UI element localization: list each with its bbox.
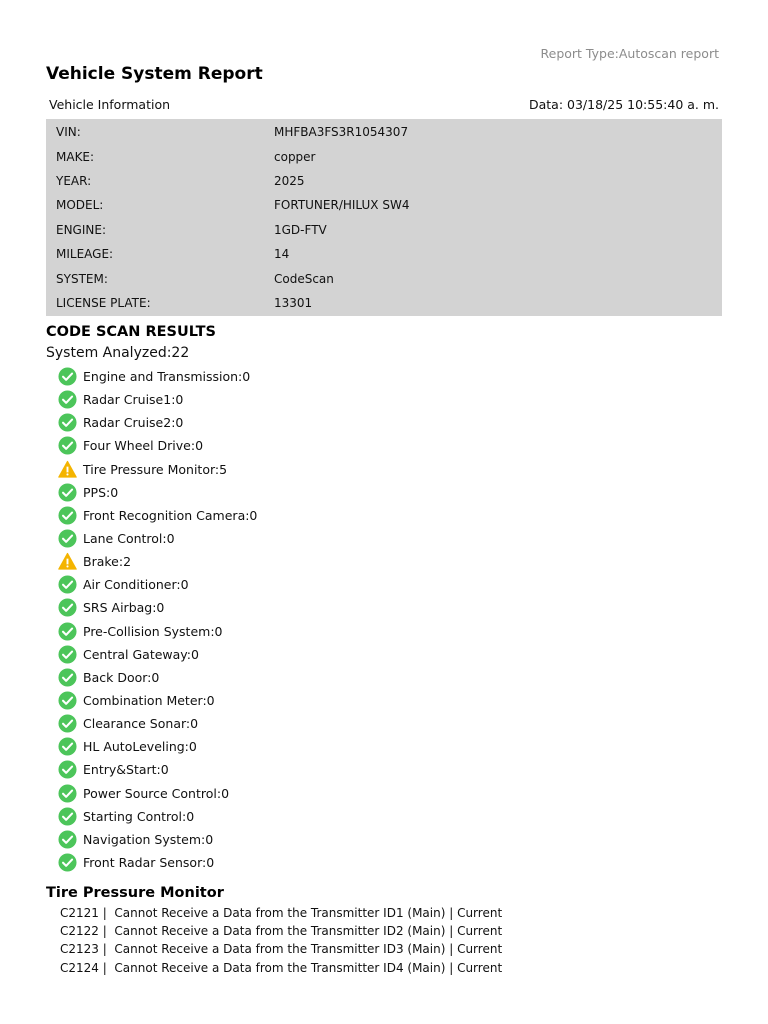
check-circle-icon: [58, 714, 77, 733]
check-circle-icon: [58, 367, 77, 386]
check-circle-icon: [58, 390, 77, 409]
check-circle-icon: [58, 807, 77, 826]
system-item: [58, 620, 257, 643]
system-item-label: Starting Control:0: [83, 808, 195, 824]
check-circle-icon: [58, 436, 77, 455]
system-item: [58, 596, 257, 619]
check-circle-icon: [58, 598, 77, 617]
system-item-label: SRS Airbag:0: [83, 600, 165, 616]
system-item-label: Radar Cruise1:0: [83, 392, 184, 408]
check-circle-icon: [58, 575, 77, 594]
vehicle-info-label: Vehicle Information: [49, 97, 171, 112]
system-item: [58, 782, 257, 805]
system-item: [58, 643, 257, 666]
system-item-label: Back Door:0: [83, 669, 160, 685]
system-item-label: Pre-Collision System:0: [83, 623, 223, 639]
system-item-label: Brake:2: [83, 554, 132, 570]
info-row-make: [46, 144, 722, 168]
system-item-label: Power Source Control:0: [83, 785, 230, 801]
system-item: [58, 735, 257, 758]
system-item-label: HL AutoLeveling:0: [83, 739, 197, 755]
check-circle-icon: [58, 413, 77, 432]
system-item-label: Combination Meter:0: [83, 693, 215, 709]
system-item-label: PPS:0: [83, 484, 119, 500]
info-label: VIN:: [56, 125, 81, 140]
system-item-label: Air Conditioner:0: [83, 577, 189, 593]
warning-triangle-icon: [58, 460, 77, 479]
info-value: FORTUNER/HILUX SW4: [274, 198, 410, 213]
check-circle-icon: [58, 784, 77, 803]
system-item-label: Central Gateway:0: [83, 646, 199, 662]
info-row-year: [46, 169, 722, 193]
info-value: MHFBA3FS3R1054307: [274, 125, 409, 140]
check-circle-icon: [58, 830, 77, 849]
system-item-label: Four Wheel Drive:0: [83, 438, 204, 454]
system-item: [58, 481, 257, 504]
system-item-label: Front Radar Sensor:0: [83, 855, 215, 871]
info-value: copper: [274, 149, 316, 164]
system-item: [58, 458, 257, 481]
info-row-vin: [46, 120, 722, 144]
check-circle-icon: [58, 483, 77, 502]
system-item: [58, 851, 257, 874]
check-circle-icon: [58, 529, 77, 548]
check-circle-icon: [58, 760, 77, 779]
dtc-item: C2123 | Cannot Receive a Data from the Transmitter ID3 (Main) | Current: [60, 942, 503, 957]
report-type: Report Type:Autoscan report: [540, 46, 719, 61]
info-row-license-plate: [46, 291, 722, 315]
info-value: 13301: [274, 295, 313, 310]
info-label: YEAR:: [56, 173, 92, 188]
info-value: 1GD-FTV: [274, 222, 327, 237]
info-row-system: [46, 266, 722, 290]
info-label: SYSTEM:: [56, 271, 108, 286]
system-item-label: Clearance Sonar:0: [83, 716, 199, 732]
check-circle-icon: [58, 506, 77, 525]
system-item-label: Entry&Start:0: [83, 762, 169, 778]
tpm-section-title: Tire Pressure Monitor: [46, 885, 224, 901]
system-item-label: Navigation System:0: [83, 831, 214, 847]
system-item: [58, 411, 257, 434]
dtc-item: C2124 | Cannot Receive a Data from the Transmitter ID4 (Main) | Current: [60, 960, 503, 975]
system-item: [58, 805, 257, 828]
system-item: [58, 504, 257, 527]
system-item: [58, 573, 257, 596]
system-list: [58, 365, 257, 874]
dtc-item: C2122 | Cannot Receive a Data from the Transmitter ID2 (Main) | Current: [60, 924, 503, 939]
check-circle-icon: [58, 645, 77, 664]
system-item: [58, 527, 257, 550]
dtc-list: [60, 904, 502, 977]
system-item-label: Tire Pressure Monitor:5: [83, 461, 228, 477]
check-circle-icon: [58, 622, 77, 641]
dtc-item: C2121 | Cannot Receive a Data from the Transmitter ID1 (Main) | Current: [60, 906, 503, 921]
info-value: 14: [274, 247, 290, 262]
check-circle-icon: [58, 737, 77, 756]
system-item: [58, 365, 257, 388]
system-item: [58, 828, 257, 851]
check-circle-icon: [58, 853, 77, 872]
page-title: Vehicle System Report: [46, 64, 263, 84]
report-date: Data: 03/18/25 10:55:40 a. m.: [528, 97, 719, 112]
system-item-label: Radar Cruise2:0: [83, 415, 184, 431]
scan-results-title: CODE SCAN RESULTS: [46, 324, 216, 340]
system-item: [58, 689, 257, 712]
check-circle-icon: [58, 691, 77, 710]
system-item: [58, 712, 257, 735]
system-item-label: Engine and Transmission:0: [83, 369, 251, 385]
info-label: ENGINE:: [56, 222, 106, 237]
system-item: [58, 388, 257, 411]
system-item-label: Front Recognition Camera:0: [83, 507, 258, 523]
system-item-label: Lane Control:0: [83, 531, 175, 547]
info-row-model: [46, 193, 722, 217]
info-label: MODEL:: [56, 198, 104, 213]
info-row-engine: [46, 218, 722, 242]
check-circle-icon: [58, 668, 77, 687]
warning-triangle-icon: [58, 552, 77, 571]
system-item: [58, 666, 257, 689]
info-label: MILEAGE:: [56, 247, 114, 262]
info-value: CodeScan: [274, 271, 334, 286]
info-row-mileage: [46, 242, 722, 266]
vehicle-info-table: [46, 119, 722, 316]
system-item: [58, 550, 257, 573]
info-label: LICENSE PLATE:: [56, 295, 151, 310]
systems-analyzed: System Analyzed:22: [46, 345, 190, 361]
system-item: [58, 434, 257, 457]
info-value: 2025: [274, 173, 305, 188]
system-item: [58, 758, 257, 781]
info-label: MAKE:: [56, 149, 95, 164]
